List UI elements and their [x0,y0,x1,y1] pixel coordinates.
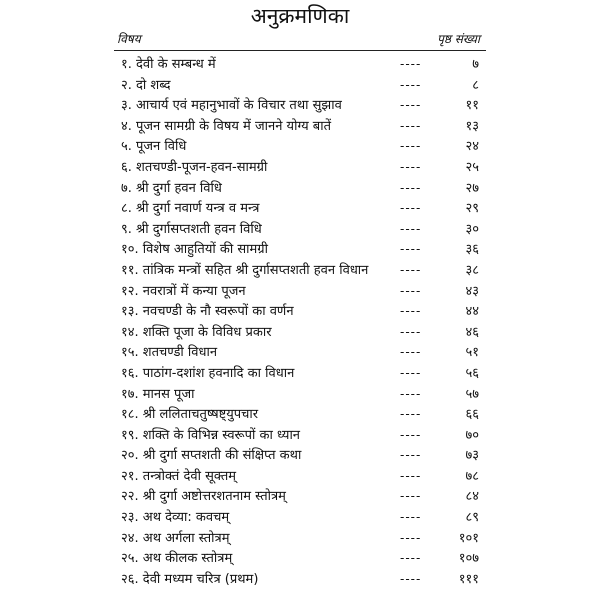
entry-page-number: ७० [465,427,479,443]
dot-leader: ---- [400,139,422,154]
list-item [0,404,600,425]
dot-leader: ---- [400,489,422,504]
entry-page-number: ६६ [465,407,479,423]
entry-page-number: १३ [465,118,479,134]
list-item [0,342,600,363]
entry-page-number: ८९ [465,510,479,526]
entry-title: १८. श्री ललिताचतुष्षष्ट्युपचार [121,407,259,423]
list-item [0,486,600,507]
dot-leader: ---- [400,283,422,298]
dot-leader: ---- [400,159,422,174]
entry-title: २२. श्री दुर्गा अष्टोत्तरशतनाम स्तोत्रम् [121,489,286,505]
dot-leader: ---- [400,407,422,422]
entry-title: ८. श्री दुर्गा नवार्ण यन्त्र व मन्त्र [121,201,260,217]
list-item [0,301,600,322]
list-item [0,219,600,240]
entry-page-number: ११ [465,98,479,114]
list-item [0,260,600,281]
list-item [0,157,600,178]
entry-page-number: ५६ [465,365,479,381]
entry-page-number: ३८ [465,262,479,278]
page-title: अनुक्रमणिका [250,4,350,28]
dot-leader: ---- [400,304,422,319]
entry-title: ३. आचार्य एवं महानुभावों के विचार तथा सुझाव [121,98,342,114]
entry-page-number: २५ [465,159,479,175]
list-item [0,198,600,219]
list-item [0,54,600,75]
entry-title: १९. शक्ति के विभिन्न स्वरूपों का ध्यान [121,427,301,443]
entry-page-number: ३६ [465,242,479,258]
entry-title: १०. विशेष आहुतियों की सामग्री [121,242,268,258]
dot-leader: ---- [400,221,422,236]
dot-leader: ---- [400,345,422,360]
list-item [0,528,600,549]
entry-page-number: ८ [472,77,479,93]
dot-leader: ---- [400,530,422,545]
list-item [0,425,600,446]
entry-title: २६. देवी मध्यम चरित्र (प्रथम) [121,571,259,587]
dot-leader: ---- [400,427,422,442]
entry-title: २५. अथ कीलक स्तोत्रम् [121,551,233,567]
dot-leader: ---- [400,98,422,113]
list-item [0,548,600,569]
entry-title: ४. पूजन सामग्री के विषय में जानने योग्य बातें [121,118,331,134]
subject-column-header: विषय [117,32,141,46]
entry-page-number: ४३ [465,283,479,299]
entry-title: १२. नवरात्रों में कन्या पूजन [121,283,246,299]
list-item [0,281,600,302]
dot-leader: ---- [400,386,422,401]
entry-title: ११. तांत्रिक मन्त्रों सहित श्री दुर्गासप्तशती हवन विधान [121,262,369,278]
dot-leader: ---- [400,510,422,525]
contents-list [0,54,600,589]
entry-page-number: ४६ [465,324,479,340]
entry-page-number: ८४ [465,489,479,505]
dot-leader: ---- [400,201,422,216]
entry-page-number: २७ [465,180,479,196]
list-item [0,178,600,199]
entry-page-number: १०७ [458,551,479,567]
dot-leader: ---- [400,365,422,380]
entry-title: १६. पाठांग-दशांश हवनादि का विधान [121,365,295,381]
dot-leader: ---- [400,77,422,92]
list-item [0,466,600,487]
dot-leader: ---- [400,57,422,71]
dot-leader: ---- [400,242,422,257]
dot-leader: ---- [400,324,422,339]
list-item [0,569,600,590]
dot-leader: ---- [400,118,422,133]
entry-page-number: ४४ [465,304,479,320]
list-item [0,445,600,466]
entry-title: १. देवी के सम्बन्ध में [121,57,216,72]
entry-page-number: ५७ [465,386,479,402]
entry-title: २४. अथ अर्गला स्तोत्रम् [121,530,230,546]
entry-page-number: ७ [472,57,479,72]
entry-title: ९. श्री दुर्गासप्तशती हवन विधि [121,221,262,237]
dot-leader: ---- [400,551,422,566]
entry-title: १७. मानस पूजा [121,386,195,402]
entry-page-number: ७३ [465,448,479,464]
dot-leader: ---- [400,448,422,463]
entry-title: २०. श्री दुर्गा सप्तशती की संक्षिप्त कथा [121,448,302,464]
entry-title: २१. तन्त्रोक्तं देवी सूक्तम् [121,468,237,484]
list-item [0,116,600,137]
list-item [0,363,600,384]
entry-page-number: १११ [458,571,479,587]
entry-title: २३. अथ देव्या: कवचम् [121,510,230,526]
list-item [0,136,600,157]
list-item [0,239,600,260]
list-item [0,322,600,343]
entry-page-number: ३० [465,221,479,237]
entry-page-number: २४ [465,139,479,155]
header-divider [114,50,486,51]
entry-title: ७. श्री दुर्गा हवन विधि [121,180,222,196]
entry-page-number: ७८ [465,468,479,484]
list-item [0,75,600,96]
entry-page-number: २९ [465,201,479,217]
entry-title: १५. शतचण्डी विधान [121,345,218,361]
entry-title: ६. शतचण्डी-पूजन-हवन-सामग्री [121,159,268,175]
entry-title: २. दो शब्द [121,77,171,93]
dot-leader: ---- [400,262,422,277]
entry-title: १३. नवचण्डी के नौ स्वरूपों का वर्णन [121,304,294,320]
list-item [0,95,600,116]
list-item [0,507,600,528]
dot-leader: ---- [400,571,422,586]
entry-title: ५. पूजन विधि [121,139,187,155]
dot-leader: ---- [400,180,422,195]
page-number-column-header: पृष्ठ संख्या [437,32,480,46]
entry-page-number: ५१ [465,345,479,361]
entry-title: १४. शक्ति पूजा के विविध प्रकार [121,324,272,340]
entry-page-number: १०१ [458,530,479,546]
list-item [0,384,600,405]
dot-leader: ---- [400,468,422,483]
